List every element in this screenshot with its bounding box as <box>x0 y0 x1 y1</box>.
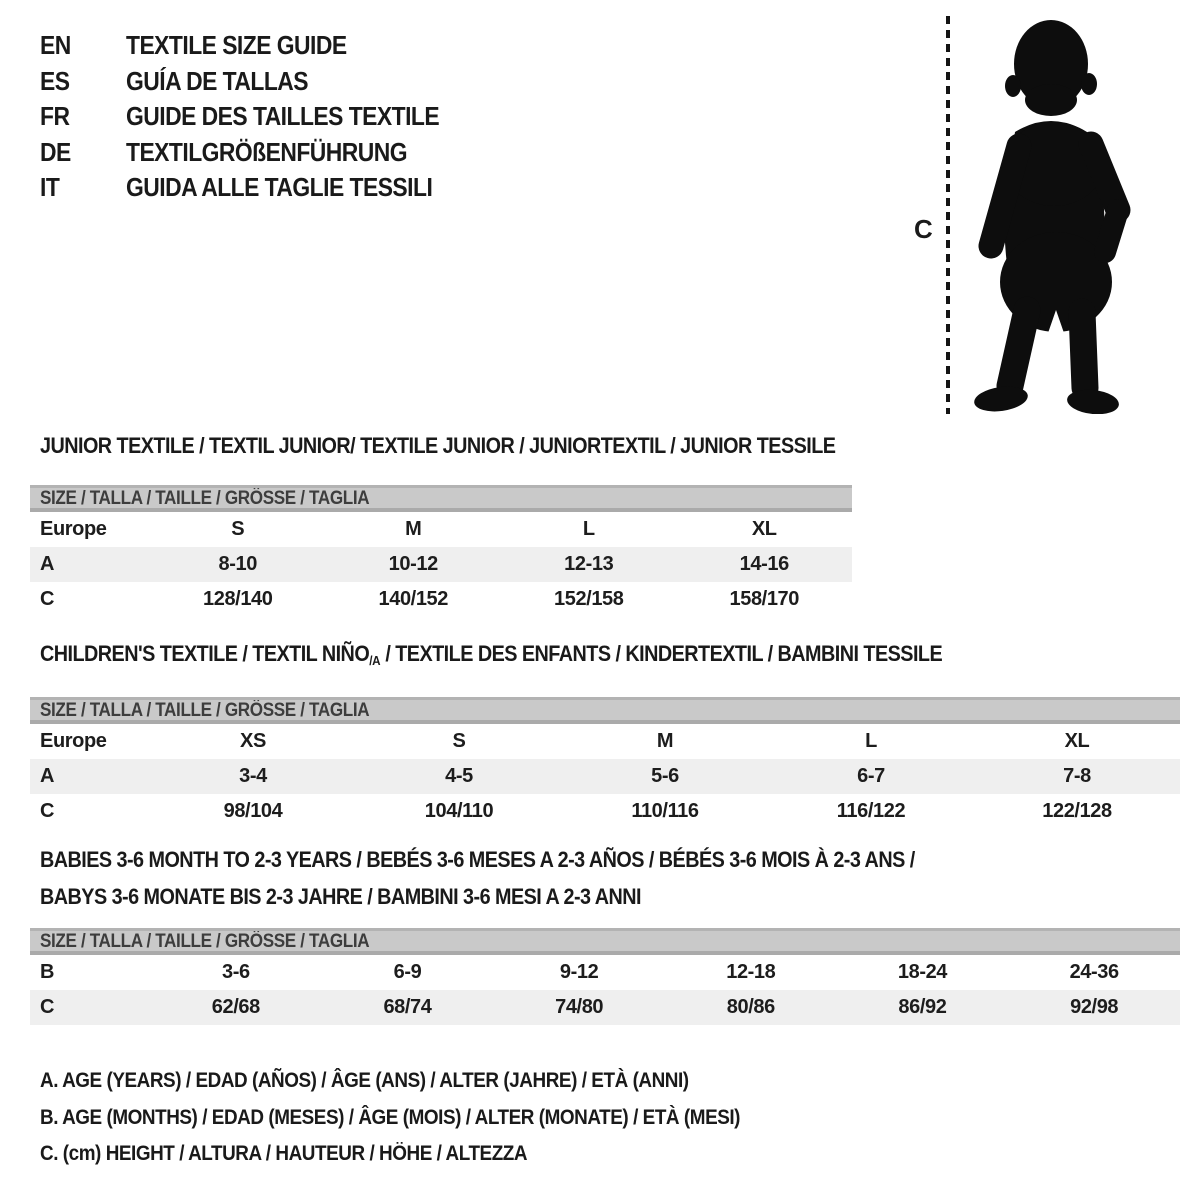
measurement-legend <box>40 1063 818 1173</box>
language-code: EN <box>40 30 71 60</box>
language-code: FR <box>40 101 70 131</box>
size-cell: 80/86 <box>726 996 775 1018</box>
size-cell: 14-16 <box>739 553 789 575</box>
size-cell: M <box>405 518 422 540</box>
size-cell: 3-6 <box>221 961 250 983</box>
size-header-bar: SIZE / TALLA / TAILLE / GRÖSSE / TAGLIA <box>30 485 852 512</box>
size-cell: 6-9 <box>393 961 422 983</box>
legend-line-c: C. (cm) HEIGHT / ALTURA / HAUTEUR / HÖHE / ALTEZZA <box>40 1142 528 1165</box>
language-row <box>40 170 482 206</box>
row-label: Europe <box>40 730 107 752</box>
legend-line-b: B. AGE (MONTHS) / EDAD (MESES) / ÂGE (MOIS) / ALTER (MONATE) / ETÀ (MESI) <box>40 1105 741 1129</box>
section-title: BABIES 3-6 MONTH TO 2-3 YEARS / BEBÉS 3-6 MESES A 2-3 AÑOS / BÉBÉS 3-6 MOIS À 2-3 ANS / BABYS 3-6 MONATE BIS 2-3 JAHRE / BAMBINI 3-6 MESI A 2-3 ANNI <box>40 847 915 909</box>
babies-size-table <box>30 955 1180 1025</box>
height-measure-label: C <box>914 214 933 244</box>
size-cell: 92/98 <box>1070 996 1119 1018</box>
size-cell: 68/74 <box>383 996 432 1018</box>
size-cell: 62/68 <box>211 996 260 1018</box>
language-title-list <box>40 28 482 206</box>
table-row-height <box>30 794 1180 829</box>
row-label: C <box>40 996 55 1018</box>
table-row-europe <box>30 724 1180 759</box>
size-cell: 116/122 <box>836 800 906 822</box>
section-junior-textile <box>30 433 852 617</box>
table-row-age <box>30 759 1180 794</box>
language-title: GUÍA DE TALLAS <box>126 65 308 96</box>
size-cell: 98/104 <box>223 800 283 822</box>
size-cell: 4-5 <box>445 765 473 787</box>
size-cell: 140/152 <box>378 588 448 610</box>
size-cell: XL <box>1064 730 1090 752</box>
size-cell: 9-12 <box>559 961 599 983</box>
size-cell: 24-36 <box>1069 961 1119 983</box>
section-title: JUNIOR TEXTILE / TEXTIL JUNIOR/ TEXTILE JUNIOR / JUNIORTEXTIL / JUNIOR TESSILE <box>40 433 836 458</box>
table-row-age-months <box>30 955 1180 990</box>
size-cell: 86/92 <box>898 996 947 1018</box>
junior-size-table <box>30 512 852 617</box>
size-cell: 104/110 <box>424 800 494 822</box>
table-row-age <box>30 547 852 582</box>
size-cell: 6-7 <box>857 765 885 787</box>
language-code: DE <box>40 136 71 167</box>
size-cell: 7-8 <box>1063 765 1091 787</box>
language-row <box>40 135 482 171</box>
size-header-bar: SIZE / TALLA / TAILLE / GRÖSSE / TAGLIA <box>30 928 1180 955</box>
size-cell: L <box>865 730 877 752</box>
language-row <box>40 64 482 100</box>
language-code: IT <box>40 172 60 202</box>
toddler-silhouette-icon <box>963 14 1135 414</box>
size-cell: 3-4 <box>239 765 267 787</box>
size-cell: 158/170 <box>729 588 799 610</box>
size-cell: XS <box>240 730 266 752</box>
size-cell: 5-6 <box>651 765 679 787</box>
table-row-europe <box>30 512 852 547</box>
language-row <box>40 28 482 64</box>
size-header-bar: SIZE / TALLA / TAILLE / GRÖSSE / TAGLIA <box>30 697 1180 724</box>
size-cell: 122/128 <box>1042 800 1112 822</box>
legend-line-a: A. AGE (YEARS) / EDAD (AÑOS) / ÂGE (ANS) / ALTER (JAHRE) / ETÀ (ANNI) <box>40 1069 689 1092</box>
language-title: TEXTILGRÖßENFÜHRUNG <box>126 136 408 167</box>
size-cell: 128/140 <box>203 588 273 610</box>
table-row-height <box>30 582 852 617</box>
row-label: A <box>40 765 55 787</box>
row-label: C <box>40 588 55 610</box>
section-childrens-textile <box>30 641 1180 829</box>
size-cell: 12-18 <box>726 961 776 983</box>
size-cell: L <box>582 518 595 540</box>
language-title: GUIDA ALLE TAGLIE TESSILI <box>126 172 433 202</box>
row-label: C <box>40 800 55 822</box>
language-title: TEXTILE SIZE GUIDE <box>126 30 347 60</box>
size-cell: 110/116 <box>631 800 699 822</box>
language-title: GUIDE DES TAILLES TEXTILE <box>126 101 440 131</box>
size-cell: M <box>656 730 674 752</box>
section-babies-textile <box>30 841 1180 1025</box>
section-title: CHILDREN'S TEXTILE / TEXTIL NIÑO/A / TEXTILE DES ENFANTS / KINDERTEXTIL / BAMBINI TESSILE <box>40 641 943 668</box>
size-cell: 18-24 <box>897 961 948 983</box>
size-cell: S <box>231 518 245 540</box>
table-row-height <box>30 990 1180 1025</box>
size-cell: S <box>452 730 466 752</box>
size-cell: 12-13 <box>564 553 614 575</box>
size-cell: 152/158 <box>554 588 624 610</box>
language-row <box>40 99 482 135</box>
row-label: A <box>40 553 55 575</box>
size-cell: 74/80 <box>555 996 604 1018</box>
row-label: Europe <box>40 518 107 540</box>
size-cell: 10-12 <box>388 553 438 575</box>
row-label: B <box>40 961 55 983</box>
size-cell: XL <box>751 518 777 540</box>
height-measure-dashed-line <box>946 16 950 414</box>
language-code: ES <box>40 65 70 96</box>
childrens-size-table <box>30 724 1180 829</box>
size-cell: 8-10 <box>218 553 257 575</box>
